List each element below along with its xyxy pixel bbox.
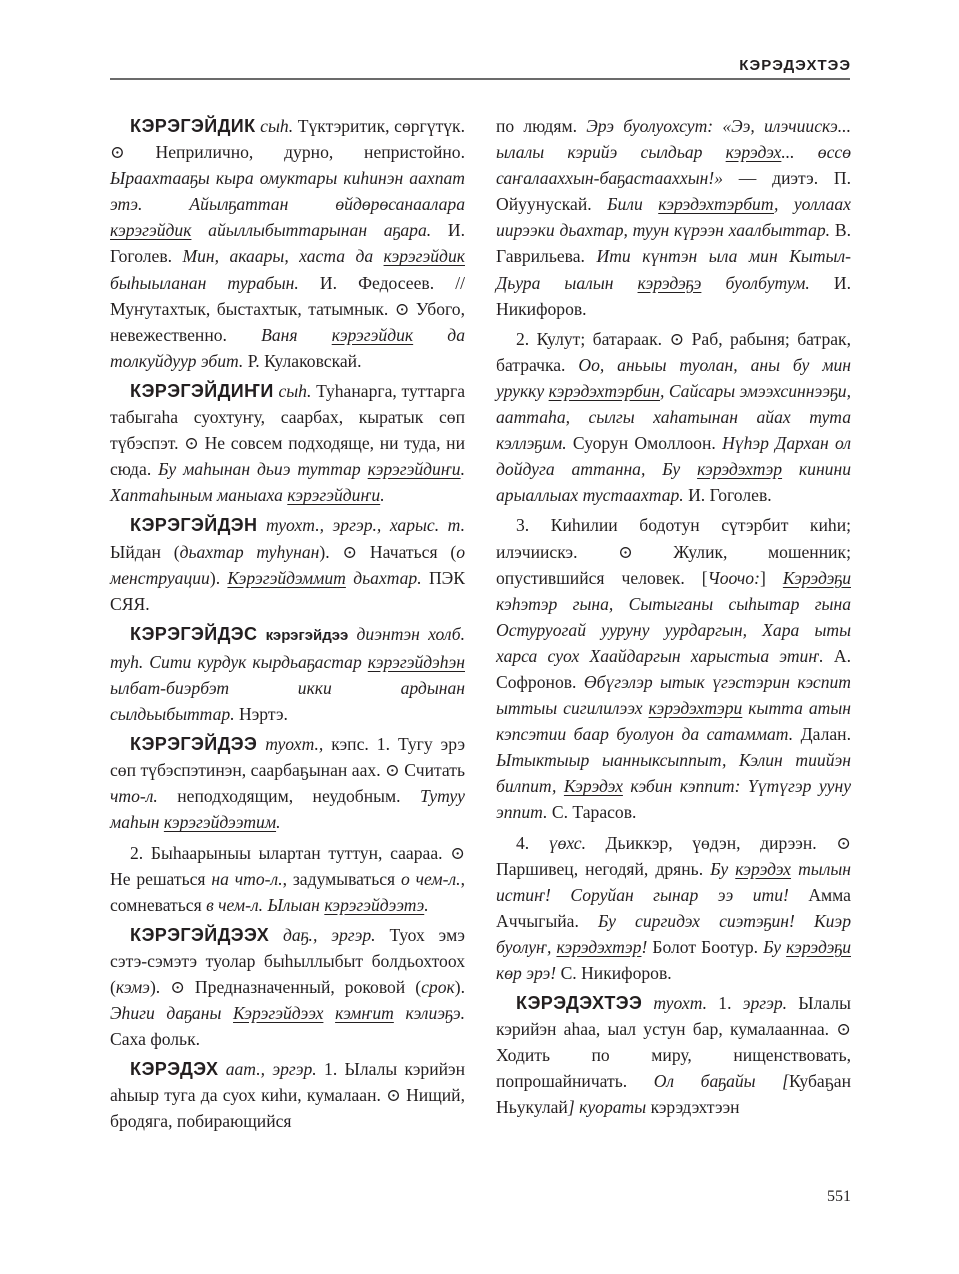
entry-keregeiden: КЭРЭГЭЙДЭН туохт., эргэр., харыс. т. Ыйдан (дьахтар туһунан). ⊙ Начаться (о менструации). Кэрэгэйдэммит дьахтар. ПЭК СЯЯ. — [110, 515, 466, 614]
entry-keredeh-sense-2: 2. Кулут; батараак. ⊙ Раб, рабыня; батрак, батрачка. Оо, аньыы туолан, аны бу мин урукку кэрэдэхтэрбин, Сайсары эмээхсиннээҕи, ааттаһа, сылгы хаһатынан айах тута кэллэҕим. Суорун Омоллоон. Нүһэр Дархан ол дойдуга аттанна, Бу кэрэдэхтэр кинини арыаллыах тустаахтар. И. Гоголев. — [496, 328, 852, 506]
left-column — [110, 113, 465, 1139]
entry-keregeideeh: КЭРЭГЭЙДЭЭХ даҕ., эргэр. Туох эмэ сэтэ-сэмэтэ туолар быһыллыбыт болдьохтоох (кэмэ). ⊙ Предназначенный, роковой (срок). Эһиги даҕаны Кэрэгэйдээх кэмҥит кэлиэҕэ. Саха фольк. — [110, 924, 466, 1050]
entry-keregeidingi: КЭРЭГЭЙДИҤИ сыһ. Туһанарга, туттарга табыгаһа суохтуҥу, саарбах, кыратык сөп түбэспэт. ⊙ Не совсем подходяще, ни туда, ни сюда. Бу маһынан дьиэ туттар кэрэгэйдиҥи. Хаптаһыным маныаха кэрэгэйдиҥи. — [110, 380, 465, 506]
header-rule — [110, 78, 850, 80]
right-column — [496, 113, 851, 1125]
entry-keredeh-continued: по людям. Эрэ буолуохсут: «Ээ, илэчиискэ... ылалы кэрийэ сылдьар кэрэдэх... өссө саҥалааххын-баҕастааххын!» — диэтэ. П. Ойуунускай. Били кэрэдэхтэрбит, уоллаах иирээки дьахтар, туун күрээн хаалбыттар. В. Гаврильева. Ити күнтэн ыла мин Кытыл-Дьура ыалын кэрэдэҕэ буолбутум. И. Никифоров. — [496, 116, 851, 319]
entry-keredeh-sense-4: 4. үөхс. Дьиккэр, үөдэн, дирээн. ⊙ Паршивец, негодяй, дрянь. Бу кэрэдэх тылын истиҥ! Соруйан гынар ээ ити! Амма Аччыгыйа. Бу сиргидэх сиэтэҕин! Киэр буолуҥ, кэрэдэхтэр! Болот Боотур. Бу кэрэдэҕи көр эрэ! С. Никифоров. — [496, 832, 852, 983]
entry-keredeh-sense-3: 3. Киһилии бодотун сүтэрбит киһи; илэчиискэ. ⊙ Жулик, мошенник; опустившийся человек. [Чоочо:] Кэрэдэҕи кэһэтэр гына, Сытыганы сыһытар гына Остуруогай ууруну уурдаргын, Хара ыты харса суох Хаайдаргын харыстыа этиҥ. А. Софронов. Өбүгэлэр ытык үгэстэрин кэспит ыттыы сигилилээх кэрэдэхтэри кытта атын кэпсэтии баар буолуон да сатаммат. Далан. Ытыктыыр ыанныксыппыт, Кэлин тиийэн билпит, Кэрэдэх кэбин кэппит: Үүтүгэр ууну эппит. С. Тарасов. — [496, 515, 852, 823]
entry-keregeides: КЭРЭГЭЙДЭС кэрэгэйдээ диэнтэн холб. туһ. Сити курдук кырдьаҕастар кэрэгэйдэһэн ылбат-биэрбэт икки ардынан сылдьыбыттар. Нэртэ. — [110, 623, 465, 725]
page-number: 551 — [827, 1188, 851, 1205]
entry-keredeh: КЭРЭДЭХ аат., эргэр. 1. Ылалы кэрийэн аһыыр туга да суох киһи, кумалаан. ⊙ Нищий, бродяга, побирающийся — [110, 1059, 465, 1132]
entry-keredehtee: КЭРЭДЭХТЭЭ туохт. 1. эргэр. Ылалы кэрийэн аһаа, ыал устун бар, кумалааннаа. ⊙ Ходить по миру, нищенствовать, попрошайничать. Ол баҕайы [Кубаҕан Ньукулай] куораты кэрэдэхтээн — [496, 993, 851, 1118]
running-head: КЭРЭДЭХТЭЭ — [739, 57, 851, 74]
entry-keregeidee-sense-2: 2. Быһаарыныы ылартан туттун, саараа. ⊙ Не решаться на что-л., задумываться о чем-л., сомневаться в чем-л. Ылыан кэрэгэйдээтэ. — [110, 842, 465, 915]
entry-keregeidee: КЭРЭГЭЙДЭЭ туохт., кэпс. 1. Тугу эрэ сөп түбэспэтинэн, саарбаҕынан аах. ⊙ Считать что-л. неподходящим, неудобным. Тутуу маһын кэрэгэйдээтим. — [110, 734, 466, 833]
entry-keregeidik: КЭРЭГЭЙДИК сыһ. Түктэритик, сөргүтүк. ⊙ Неприлично, дурно, непристойно. Ыраахтааҕы кыра омуктары киһинэн аахпат этэ. Айылҕаттан өйдөрөсанаалара кэрэгэйдик айыллыбыттарынан аҕара. И. Гоголев. Мин, акаары, хаста да кэрэгэйдик быһыыланан турабын. И. Федосеев. // Муҥутахтык, быстахтык, татымнык. ⊙ Убого, невежественно. Ваня кэрэгэйдик да толкуйдуур эбит. Р. Кулаковскай. — [110, 116, 465, 371]
